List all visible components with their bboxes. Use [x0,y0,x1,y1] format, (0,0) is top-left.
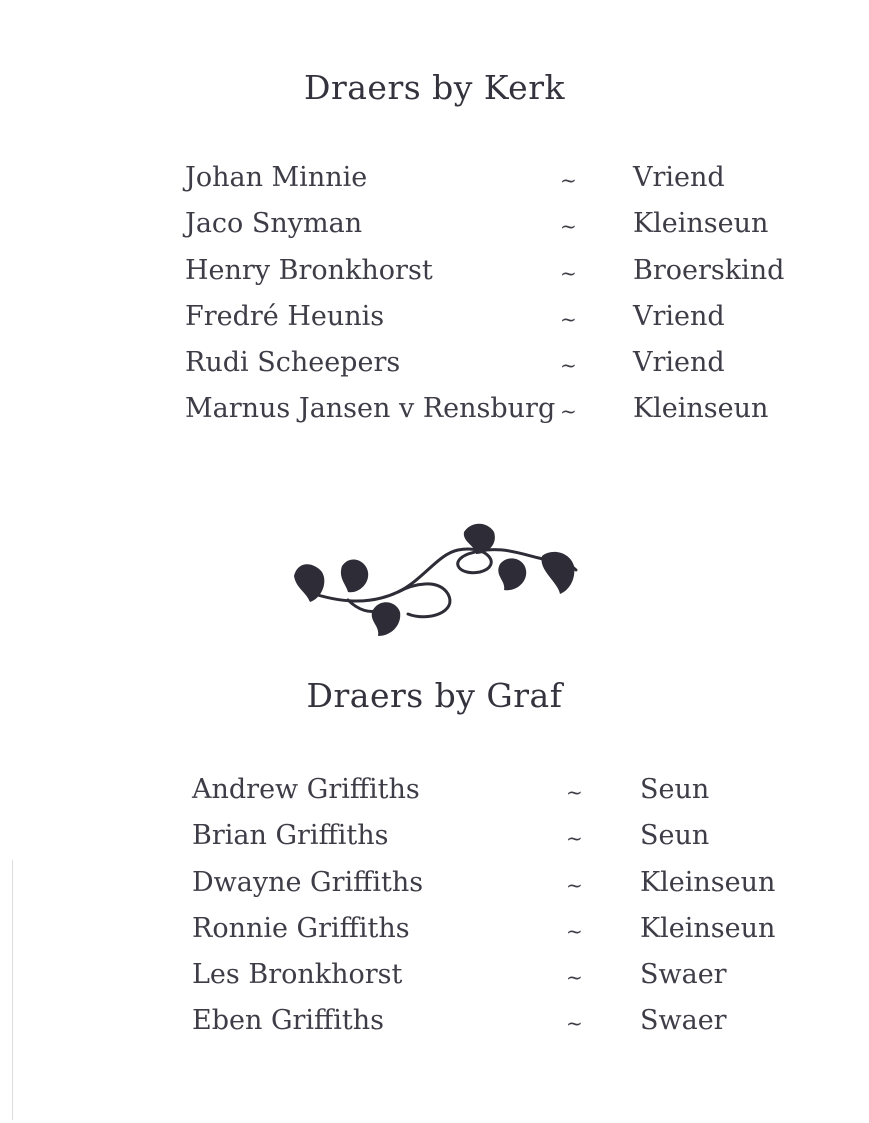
graf-heading: Draers by Graf [306,676,563,715]
leaf-vine-icon [288,514,580,642]
list-item [0,393,869,439]
bearer-relation: Vriend [633,300,725,332]
list-item [0,867,869,913]
separator: ~ [566,872,583,897]
bearer-relation: Kleinseun [640,912,776,944]
bearer-name: Ronnie Griffiths [192,912,410,944]
bearer-name: Andrew Griffiths [192,774,420,805]
bearer-name: Jaco Snyman [185,208,363,240]
list-item [0,162,869,208]
separator: ~ [560,306,577,331]
list-item [0,820,869,866]
list-item [0,774,869,820]
list-item [0,347,869,393]
list-item [0,959,869,1005]
separator: ~ [566,826,583,851]
separator: ~ [566,918,583,943]
list-item [0,301,869,347]
bearer-relation: Seun [640,774,710,805]
separator: ~ [560,399,577,424]
bearer-relation: Swaer [640,959,727,991]
separator: ~ [566,1011,583,1036]
bearer-name: Eben Griffiths [192,1005,384,1037]
bearer-relation: Broerskind [633,254,785,286]
separator: ~ [560,214,577,239]
bearer-name: Marnus Jansen v Rensburg [185,393,556,425]
separator: ~ [566,965,583,990]
bearer-relation: Kleinseun [640,866,776,898]
separator: ~ [560,260,577,285]
bearer-name: Rudi Scheepers [185,347,401,379]
separator: ~ [566,780,583,804]
bearer-relation: Swaer [640,1005,727,1037]
bearer-name: Henry Bronkhorst [185,254,433,286]
bearer-name: Dwayne Griffiths [192,866,424,898]
separator: ~ [560,353,577,378]
bearer-name: Les Bronkhorst [192,959,403,991]
list-item [0,1005,869,1051]
list-item [0,208,869,254]
bearer-name: Brian Griffiths [192,820,389,852]
bearer-relation: Kleinseun [633,393,769,425]
bearer-relation: Vriend [633,347,725,379]
graf-bearers-list [0,774,869,1052]
bearer-name: Johan Minnie [185,162,368,193]
list-item [0,913,869,959]
bearer-relation: Seun [640,820,710,852]
bearer-relation: Vriend [633,162,725,193]
kerk-heading: Draers by Kerk [304,68,565,107]
separator: ~ [560,168,577,192]
bearer-name: Fredré Heunis [185,300,385,332]
kerk-bearers-list [0,162,869,440]
bearer-relation: Kleinseun [633,208,769,240]
list-item [0,255,869,301]
